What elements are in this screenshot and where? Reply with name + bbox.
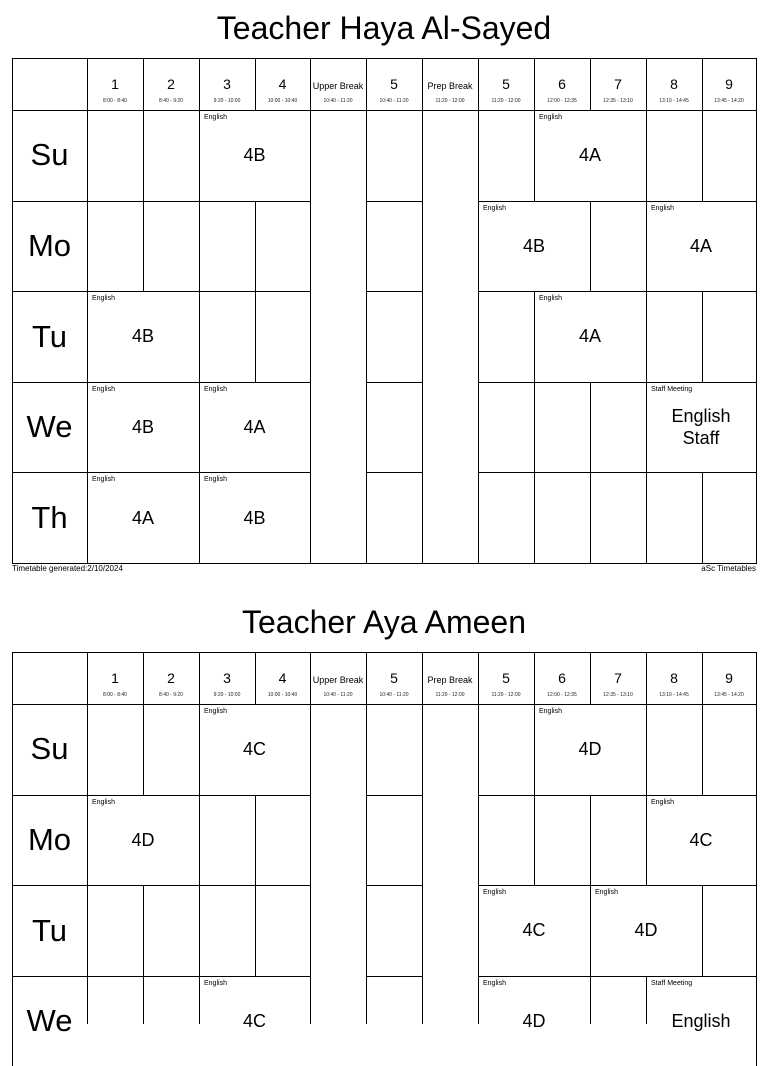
lesson-class-text: 4D: [131, 829, 155, 850]
lesson-class: [199, 382, 310, 473]
lesson-class: [646, 976, 756, 1066]
row-divider: [12, 382, 87, 383]
day-label: We: [26, 409, 73, 445]
lesson-class: [646, 201, 756, 292]
column-divider: [310, 110, 311, 201]
period-time: 8:00 - 8:40: [103, 98, 127, 104]
lesson-subject: Staff Meeting: [651, 385, 693, 393]
lesson-class-text: 4D: [634, 920, 658, 941]
period-name: 1: [111, 670, 119, 686]
period-header: [255, 58, 310, 110]
day-label: We: [26, 1003, 73, 1039]
lesson-class: [646, 795, 756, 886]
column-divider: [702, 704, 703, 795]
row-divider: [534, 472, 591, 473]
column-divider: [255, 795, 256, 886]
column-divider: [255, 885, 256, 976]
grid-border-left: [12, 58, 13, 563]
lesson-card[interactable]: [478, 201, 590, 292]
lesson-class: [87, 382, 199, 473]
lesson-class: [199, 110, 310, 201]
lesson-card[interactable]: [87, 382, 199, 473]
lesson-subject: English: [483, 204, 506, 212]
day-label: Su: [30, 137, 69, 173]
column-divider: [422, 110, 423, 201]
row-divider: [366, 201, 423, 202]
day-label: Mo: [27, 227, 72, 263]
lesson-subject: English: [651, 204, 674, 212]
lesson-subject: English: [92, 385, 115, 393]
grid-border-right: [756, 58, 757, 563]
period-name: 8: [670, 670, 678, 686]
period-time: 10:00 - 10:40: [267, 692, 298, 698]
column-divider: [310, 472, 311, 563]
lesson-card[interactable]: [534, 110, 646, 201]
lesson-card[interactable]: [590, 885, 702, 976]
lesson-card[interactable]: [646, 795, 756, 886]
period-time: 10:40 - 11:20: [379, 692, 409, 698]
column-divider: [310, 795, 311, 886]
row-divider: [143, 201, 200, 202]
period-header: [702, 652, 756, 704]
column-divider: [702, 291, 703, 382]
row-divider: [366, 976, 423, 977]
period-time: 11:20 - 12:00: [435, 98, 465, 104]
column-divider: [590, 795, 591, 886]
column-divider: [366, 885, 367, 976]
period-time: 11:20 - 12:00: [491, 98, 521, 104]
period-name: 5: [390, 76, 398, 92]
period-name: 8: [670, 76, 678, 92]
lesson-class-text: 4D: [522, 1011, 546, 1032]
column-divider: [702, 110, 703, 201]
row-divider: [12, 795, 87, 796]
column-divider: [590, 976, 591, 1024]
period-time: 13:10 - 14:45: [659, 98, 689, 104]
lesson-subject: English: [204, 708, 227, 715]
column-divider: [310, 291, 311, 382]
row-divider: [12, 472, 87, 473]
column-divider: [310, 885, 311, 976]
period-name: 5: [502, 76, 510, 92]
column-divider: [87, 110, 88, 201]
column-divider: [366, 201, 367, 292]
row-divider: [702, 291, 757, 292]
lesson-class: [646, 382, 756, 473]
column-divider: [422, 885, 423, 976]
row-divider: [702, 885, 757, 886]
period-time: 11:20 - 12:00: [435, 692, 465, 698]
period-name: Upper Break: [312, 81, 364, 91]
column-divider: [478, 382, 479, 473]
period-name: 4: [278, 76, 287, 92]
period-time: 12:35 - 13:10: [603, 98, 633, 104]
column-divider: [366, 795, 367, 886]
column-divider: [143, 976, 144, 1024]
row-divider: [478, 291, 535, 292]
column-divider: [143, 110, 144, 201]
column-divider: [646, 291, 647, 382]
period-time: 11:20 - 12:00: [491, 692, 521, 698]
row-divider: [143, 976, 200, 977]
day-label: Su: [30, 731, 69, 767]
lesson-class: [478, 885, 590, 976]
lesson-class-text: 4B: [131, 326, 155, 347]
lesson-subject: English: [92, 476, 115, 484]
teacher-title: Teacher Aya Ameen: [241, 604, 527, 640]
row-divider: [590, 201, 647, 202]
lesson-subject: English: [539, 114, 562, 121]
lesson-subject: English: [539, 708, 562, 715]
period-header: [478, 652, 534, 704]
row-divider: [366, 472, 423, 473]
lesson-card[interactable]: [87, 795, 199, 886]
column-divider: [422, 472, 423, 563]
column-divider: [590, 201, 591, 292]
period-header: [255, 652, 310, 704]
lesson-card[interactable]: [478, 885, 590, 976]
column-divider: [534, 472, 535, 563]
row-divider: [534, 795, 591, 796]
column-divider: [422, 976, 423, 1024]
period-header: [422, 58, 478, 110]
column-divider: [366, 110, 367, 201]
period-header: [646, 58, 702, 110]
lesson-class-text: 4C: [522, 920, 546, 941]
row-divider: [366, 291, 423, 292]
lesson-subject: English: [204, 114, 227, 121]
row-divider: [590, 795, 647, 796]
period-header: [702, 58, 756, 110]
column-divider: [199, 201, 200, 292]
period-name: 6: [558, 670, 566, 686]
column-divider: [199, 291, 200, 382]
lesson-card[interactable]: [534, 704, 646, 795]
column-divider: [310, 704, 311, 795]
teacher-title: Teacher Haya Al-Sayed: [216, 10, 552, 46]
period-time: 9:20 - 10:00: [213, 692, 241, 698]
lesson-card[interactable]: [199, 382, 310, 473]
period-name: 2: [167, 76, 175, 92]
row-divider: [478, 795, 535, 796]
column-divider: [255, 201, 256, 292]
column-divider: [199, 885, 200, 976]
row-divider: [646, 472, 703, 473]
period-header: [366, 58, 422, 110]
column-divider: [310, 201, 311, 292]
column-divider: [199, 795, 200, 886]
row-divider: [366, 885, 423, 886]
period-header: [366, 652, 422, 704]
period-header: [534, 652, 590, 704]
period-name: 7: [614, 76, 622, 92]
column-divider: [646, 704, 647, 795]
lesson-class-text: 4B: [522, 235, 546, 256]
lesson-card[interactable]: [646, 382, 756, 473]
period-time: 12:00 - 12:35: [547, 692, 577, 698]
period-name: 4: [278, 670, 287, 686]
row-divider: [199, 795, 256, 796]
period-time: 10:40 - 11:20: [379, 98, 409, 104]
period-header: [87, 58, 143, 110]
column-divider: [255, 291, 256, 382]
column-divider: [534, 382, 535, 473]
lesson-card[interactable]: [199, 472, 310, 563]
lesson-class: [87, 291, 199, 382]
period-time: 10:00 - 10:40: [267, 98, 298, 104]
row-divider: [478, 472, 535, 473]
period-time: 13:10 - 14:45: [659, 692, 689, 698]
lesson-class: [590, 885, 702, 976]
column-divider: [143, 201, 144, 292]
lesson-card[interactable]: [646, 976, 756, 1066]
day-label: Th: [31, 499, 68, 535]
period-header: [590, 652, 646, 704]
row-divider: [590, 976, 647, 977]
period-header: [646, 652, 702, 704]
row-divider: [590, 472, 647, 473]
row-divider: [590, 382, 647, 383]
column-divider: [702, 472, 703, 563]
column-divider: [646, 472, 647, 563]
row-divider: [478, 382, 535, 383]
column-divider: [87, 201, 88, 292]
row-divider: [12, 976, 87, 977]
row-divider: [12, 201, 87, 202]
period-header: [478, 58, 534, 110]
column-divider: [143, 704, 144, 795]
lesson-subject: English: [204, 979, 227, 987]
period-header: [534, 58, 590, 110]
lesson-class-text: 4A: [578, 145, 602, 166]
column-divider: [422, 382, 423, 473]
period-time: 8:00 - 8:40: [103, 692, 127, 698]
period-time: 12:35 - 13:10: [603, 692, 633, 698]
lesson-card[interactable]: [534, 291, 646, 382]
timetable-grid: [12, 58, 756, 563]
column-divider: [422, 704, 423, 795]
column-divider: [478, 472, 479, 563]
period-time: 13:45 - 14:20: [714, 692, 744, 698]
column-divider: [143, 885, 144, 976]
lesson-class-text: 4C: [242, 739, 266, 760]
column-divider: [87, 704, 88, 795]
period-header: [422, 652, 478, 704]
footer-brand: aSc Timetables: [701, 564, 756, 573]
lesson-subject: English: [204, 476, 227, 484]
lesson-card[interactable]: [199, 704, 310, 795]
lesson-class-text: 4A: [131, 507, 155, 528]
lesson-subject: English: [204, 385, 227, 393]
period-name: 5: [502, 670, 510, 686]
lesson-class-text: English: [671, 1011, 731, 1032]
period-time: 8:40 - 9:20: [159, 98, 183, 104]
row-divider: [255, 795, 311, 796]
row-divider: [87, 976, 144, 977]
row-divider: [255, 291, 311, 292]
row-divider: [12, 291, 87, 292]
period-name: 3: [223, 670, 231, 686]
row-divider: [143, 885, 200, 886]
lesson-class-text: 4D: [578, 739, 602, 760]
period-name: Upper Break: [312, 675, 364, 685]
period-name: Prep Break: [427, 81, 473, 91]
column-divider: [422, 795, 423, 886]
lesson-card[interactable]: [478, 976, 590, 1066]
lesson-card[interactable]: [199, 976, 310, 1066]
period-name: 3: [223, 76, 231, 92]
lesson-class: [534, 110, 646, 201]
lesson-subject: English: [539, 295, 562, 303]
lesson-class: [87, 472, 199, 563]
period-name: 5: [390, 670, 398, 686]
column-divider: [310, 976, 311, 1024]
column-divider: [646, 110, 647, 201]
lesson-subject: English: [483, 889, 506, 897]
column-divider: [590, 382, 591, 473]
period-header: [199, 652, 255, 704]
period-time: 10:40 - 11:20: [323, 692, 353, 698]
column-divider: [478, 110, 479, 201]
grid-border-right: [756, 652, 757, 1066]
period-name: 9: [725, 670, 733, 686]
column-divider: [534, 795, 535, 886]
column-divider: [366, 291, 367, 382]
lesson-class-text: 4A: [243, 417, 266, 438]
lesson-card[interactable]: [646, 201, 756, 292]
period-name: 7: [614, 670, 622, 686]
period-name: 9: [725, 76, 733, 92]
row-divider: [366, 382, 423, 383]
period-header: [143, 58, 199, 110]
day-label: Tu: [31, 912, 68, 948]
lesson-class-text: 4B: [243, 507, 266, 528]
column-divider: [478, 291, 479, 382]
lesson-card[interactable]: [87, 291, 199, 382]
lesson-card[interactable]: [199, 110, 310, 201]
period-time: 10:40 - 11:20: [323, 98, 353, 104]
day-label: Mo: [27, 821, 72, 857]
lesson-class: [478, 976, 590, 1066]
row-divider: [366, 795, 423, 796]
day-label: Tu: [31, 318, 68, 354]
lesson-class: [534, 704, 646, 795]
timetable-section: [0, 594, 768, 1039]
row-divider: [255, 201, 311, 202]
column-divider: [422, 201, 423, 292]
grid-border-bottom: [12, 563, 757, 564]
period-time: 12:00 - 12:35: [547, 98, 577, 104]
row-divider: [199, 201, 256, 202]
period-name: 1: [111, 76, 119, 92]
column-divider: [366, 704, 367, 795]
period-header: [310, 652, 366, 704]
lesson-class: [199, 472, 310, 563]
column-divider: [87, 885, 88, 976]
period-header: [87, 652, 143, 704]
period-header: [143, 652, 199, 704]
row-divider: [646, 291, 703, 292]
column-divider: [366, 472, 367, 563]
column-divider: [366, 382, 367, 473]
period-time: 9:20 - 10:00: [213, 98, 241, 104]
column-divider: [310, 382, 311, 473]
column-divider: [478, 704, 479, 795]
period-time: 13:45 - 14:20: [714, 98, 744, 104]
row-divider: [199, 291, 256, 292]
row-divider: [87, 201, 144, 202]
row-divider: [12, 885, 87, 886]
lesson-subject: English: [92, 798, 115, 806]
lesson-card[interactable]: [87, 472, 199, 563]
row-divider: [87, 885, 144, 886]
lesson-class-text: 4B: [243, 145, 266, 166]
period-name: 6: [558, 76, 566, 92]
row-divider: [702, 472, 757, 473]
footer-generated: Timetable generated:2/10/2024: [12, 564, 123, 573]
timetable-grid: [12, 652, 756, 1066]
column-divider: [478, 795, 479, 886]
lesson-class: [199, 976, 310, 1066]
lesson-class: [87, 795, 199, 886]
column-divider: [366, 976, 367, 1024]
lesson-subject: Staff Meeting: [651, 979, 693, 987]
lesson-class-text: 4A: [689, 235, 713, 256]
lesson-subject: English: [483, 979, 506, 987]
period-header: [310, 58, 366, 110]
column-divider: [87, 976, 88, 1024]
period-header: [199, 58, 255, 110]
lesson-class-text: English Staff: [671, 406, 731, 449]
period-time: 8:40 - 9:20: [159, 692, 183, 698]
lesson-class-text: 4C: [242, 1011, 266, 1032]
row-divider: [199, 885, 256, 886]
lesson-subject: English: [651, 798, 674, 806]
lesson-class-text: 4C: [689, 829, 713, 850]
lesson-subject: English: [92, 295, 115, 303]
row-divider: [255, 885, 311, 886]
lesson-class: [534, 291, 646, 382]
lesson-class: [199, 704, 310, 795]
period-header: [590, 58, 646, 110]
period-name: 2: [167, 670, 175, 686]
row-divider: [534, 382, 591, 383]
lesson-class-text: 4A: [578, 326, 602, 347]
column-divider: [422, 291, 423, 382]
column-divider: [702, 885, 703, 976]
period-name: Prep Break: [427, 675, 473, 685]
lesson-class-text: 4B: [131, 417, 155, 438]
lesson-subject: English: [595, 889, 618, 897]
lesson-class: [478, 201, 590, 292]
column-divider: [590, 472, 591, 563]
